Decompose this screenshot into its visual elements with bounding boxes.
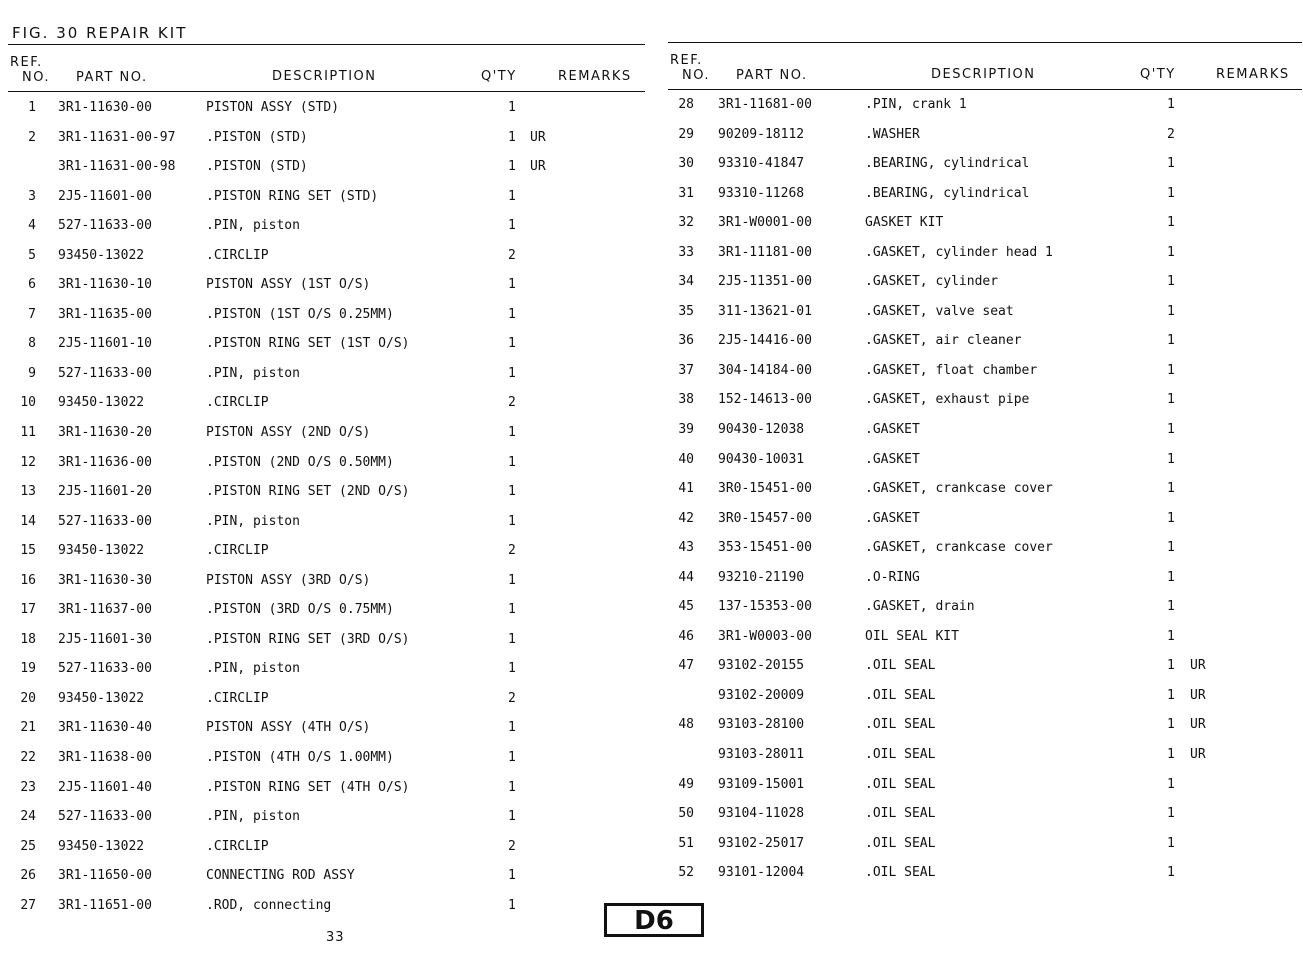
part-number: 93310-41847 xyxy=(718,156,805,172)
quantity: 1 xyxy=(1167,569,1175,585)
figure-title: FIG. 30 REPAIR KIT xyxy=(12,24,188,42)
table-row xyxy=(8,242,645,272)
part-number: 3R1-W0003-00 xyxy=(718,628,812,644)
description: .CIRCLIP xyxy=(206,247,269,263)
quantity: 1 xyxy=(1167,481,1175,497)
part-number: 527-11633-00 xyxy=(58,513,152,529)
quantity: 1 xyxy=(1167,451,1175,467)
part-number: 2J5-11601-30 xyxy=(58,631,152,647)
quantity: 1 xyxy=(1167,687,1175,703)
quantity: 1 xyxy=(1167,156,1175,172)
description: PISTON ASSY (3RD O/S) xyxy=(206,572,371,588)
ref-number: 48 xyxy=(678,717,694,733)
part-number: 3R0-15451-00 xyxy=(718,481,812,497)
description: .PISTON (STD) xyxy=(206,129,308,145)
table-header xyxy=(8,45,645,91)
description: .PISTON (1ST O/S 0.25MM) xyxy=(206,306,394,322)
ref-number: 38 xyxy=(678,392,694,408)
table-row xyxy=(668,298,1302,328)
ref-number: 45 xyxy=(678,599,694,615)
quantity: 1 xyxy=(1167,303,1175,319)
description: .GASKET xyxy=(865,422,920,438)
part-number: 304-14184-00 xyxy=(718,362,812,378)
quantity: 1 xyxy=(1167,333,1175,349)
quantity: 1 xyxy=(508,425,516,441)
ref-number: 26 xyxy=(20,868,36,884)
table-row xyxy=(8,183,645,213)
quantity: 2 xyxy=(508,838,516,854)
part-number: 93450-13022 xyxy=(58,690,145,706)
table-row xyxy=(668,268,1302,298)
part-number: 2J5-11601-00 xyxy=(58,188,152,204)
ref-number: 4 xyxy=(28,218,36,234)
ref-number: 14 xyxy=(20,513,36,529)
description: .PISTON (STD) xyxy=(206,159,308,175)
description: .PISTON (3RD O/S 0.75MM) xyxy=(206,602,394,618)
description: .CIRCLIP xyxy=(206,690,269,706)
header-description: DESCRIPTION xyxy=(931,67,1036,82)
part-number: 3R1-11631-00-97 xyxy=(58,129,176,145)
part-number: 90430-10031 xyxy=(718,451,805,467)
description: .OIL SEAL xyxy=(865,835,936,851)
description: .GASKET, valve seat xyxy=(865,303,1014,319)
table-row xyxy=(668,505,1302,535)
table-row xyxy=(8,389,645,419)
table-row xyxy=(668,475,1302,505)
quantity: 1 xyxy=(508,188,516,204)
description: .GASKET, cylinder head 1 xyxy=(865,244,1053,260)
ref-number: 43 xyxy=(678,540,694,556)
ref-number: 27 xyxy=(20,897,36,913)
part-number: 3R1-11636-00 xyxy=(58,454,152,470)
quantity: 1 xyxy=(508,868,516,884)
description: .GASKET, exhaust pipe xyxy=(865,392,1030,408)
part-number: 137-15353-00 xyxy=(718,599,812,615)
remarks: UR xyxy=(530,159,546,175)
ref-number: 28 xyxy=(678,97,694,112)
description: .PISTON (4TH O/S 1.00MM) xyxy=(206,750,394,766)
description: .PIN, crank 1 xyxy=(865,97,967,112)
quantity: 1 xyxy=(1167,658,1175,674)
quantity: 1 xyxy=(508,336,516,352)
quantity: 1 xyxy=(1167,392,1175,408)
table-row xyxy=(668,91,1302,121)
quantity: 1 xyxy=(1167,540,1175,556)
description: .BEARING, cylindrical xyxy=(865,156,1030,172)
quantity: 1 xyxy=(1167,97,1175,112)
description: .O-RING xyxy=(865,569,920,585)
ref-number: 15 xyxy=(20,543,36,559)
description: .PISTON RING SET (2ND O/S) xyxy=(206,484,410,500)
part-number: 3R1-11631-00-98 xyxy=(58,159,176,175)
part-number: 93101-12004 xyxy=(718,865,805,881)
table-row xyxy=(8,626,645,656)
table-row xyxy=(8,892,645,922)
table-rows xyxy=(8,92,645,921)
header-ref-line1: REF. xyxy=(10,55,43,70)
ref-number: 25 xyxy=(20,838,36,854)
quantity: 1 xyxy=(508,100,516,115)
part-number: 3R1-11181-00 xyxy=(718,244,812,260)
part-number: 90430-12038 xyxy=(718,422,805,438)
part-number: 3R1-11630-20 xyxy=(58,425,152,441)
part-number: 93103-28100 xyxy=(718,717,805,733)
part-number: 93109-15001 xyxy=(718,776,805,792)
description: .BEARING, cylindrical xyxy=(865,185,1030,201)
quantity: 1 xyxy=(1167,244,1175,260)
ref-number: 29 xyxy=(678,126,694,142)
header-part-no: PART NO. xyxy=(736,68,808,83)
description: .GASKET, cylinder xyxy=(865,274,999,290)
quantity: 1 xyxy=(1167,362,1175,378)
ref-number: 5 xyxy=(28,247,36,263)
header-remarks: REMARKS xyxy=(558,69,632,84)
description: CONNECTING ROD ASSY xyxy=(206,868,355,884)
ref-number: 50 xyxy=(678,806,694,822)
ref-number: 30 xyxy=(678,156,694,172)
part-number: 527-11633-00 xyxy=(58,661,152,677)
description: .GASKET, air cleaner xyxy=(865,333,1022,349)
quantity: 1 xyxy=(1167,806,1175,822)
part-number: 527-11633-00 xyxy=(58,365,152,381)
part-number: 2J5-11601-20 xyxy=(58,484,152,500)
part-number: 3R1-11630-30 xyxy=(58,572,152,588)
table-row xyxy=(8,714,645,744)
table-row xyxy=(668,239,1302,269)
quantity: 1 xyxy=(1167,717,1175,733)
part-number: 93104-11028 xyxy=(718,806,805,822)
quantity: 1 xyxy=(1167,835,1175,851)
ref-number: 31 xyxy=(678,185,694,201)
table-row xyxy=(668,564,1302,594)
parts-table-right xyxy=(668,42,1302,889)
quantity: 1 xyxy=(508,277,516,293)
part-number: 93450-13022 xyxy=(58,395,145,411)
table-row xyxy=(668,534,1302,564)
description: .GASKET, float chamber xyxy=(865,362,1038,378)
ref-number: 51 xyxy=(678,835,694,851)
part-number: 3R1-11650-00 xyxy=(58,868,152,884)
header-remarks: REMARKS xyxy=(1216,67,1290,82)
page-number: 33 xyxy=(326,930,345,945)
ref-number: 22 xyxy=(20,750,36,766)
description: .OIL SEAL xyxy=(865,776,936,792)
description: .OIL SEAL xyxy=(865,717,936,733)
part-number: 93450-13022 xyxy=(58,838,145,854)
remarks: UR xyxy=(1190,717,1206,733)
part-number: 2J5-14416-00 xyxy=(718,333,812,349)
part-number: 93102-20009 xyxy=(718,687,805,703)
ref-number: 49 xyxy=(678,776,694,792)
part-number: 3R1-11630-40 xyxy=(58,720,152,736)
section-code-box: D6 xyxy=(604,903,704,937)
ref-number: 11 xyxy=(20,425,36,441)
description: .CIRCLIP xyxy=(206,543,269,559)
header-ref-line2: NO. xyxy=(22,70,51,85)
ref-number: 32 xyxy=(678,215,694,231)
part-number: 93103-28011 xyxy=(718,747,805,763)
description: .OIL SEAL xyxy=(865,806,936,822)
header-qty: Q'TY xyxy=(481,69,517,84)
ref-number: 13 xyxy=(20,484,36,500)
ref-number: 20 xyxy=(20,690,36,706)
table-row xyxy=(668,416,1302,446)
description: .PIN, piston xyxy=(206,661,300,677)
table-row xyxy=(668,327,1302,357)
table-row xyxy=(668,357,1302,387)
quantity: 2 xyxy=(508,395,516,411)
table-header xyxy=(668,43,1302,89)
table-row xyxy=(668,121,1302,151)
part-number: 527-11633-00 xyxy=(58,809,152,825)
quantity: 1 xyxy=(508,897,516,913)
table-row xyxy=(668,682,1302,712)
table-row xyxy=(8,330,645,360)
ref-number: 12 xyxy=(20,454,36,470)
description: .PISTON RING SET (4TH O/S) xyxy=(206,779,410,795)
description: .OIL SEAL xyxy=(865,865,936,881)
table-row xyxy=(668,180,1302,210)
table-row xyxy=(8,833,645,863)
description: .GASKET, drain xyxy=(865,599,975,615)
quantity: 1 xyxy=(1167,185,1175,201)
ref-number: 35 xyxy=(678,303,694,319)
part-number: 93310-11268 xyxy=(718,185,805,201)
quantity: 1 xyxy=(1167,865,1175,881)
description: PISTON ASSY (1ST O/S) xyxy=(206,277,371,293)
table-row xyxy=(8,94,645,124)
description: .GASKET xyxy=(865,510,920,526)
quantity: 1 xyxy=(508,661,516,677)
quantity: 1 xyxy=(508,750,516,766)
description: .GASKET, crankcase cover xyxy=(865,540,1053,556)
part-number: 90209-18112 xyxy=(718,126,805,142)
description: .CIRCLIP xyxy=(206,395,269,411)
description: .CIRCLIP xyxy=(206,838,269,854)
table-row xyxy=(8,774,645,804)
quantity: 1 xyxy=(508,484,516,500)
ref-number: 6 xyxy=(28,277,36,293)
quantity: 1 xyxy=(508,513,516,529)
table-row xyxy=(8,449,645,479)
quantity: 1 xyxy=(508,129,516,145)
description: GASKET KIT xyxy=(865,215,944,231)
quantity: 1 xyxy=(508,602,516,618)
description: .GASKET, crankcase cover xyxy=(865,481,1053,497)
ref-number: 37 xyxy=(678,362,694,378)
quantity: 2 xyxy=(508,690,516,706)
table-row xyxy=(668,386,1302,416)
description: .PISTON (2ND O/S 0.50MM) xyxy=(206,454,394,470)
ref-number: 19 xyxy=(20,661,36,677)
quantity: 1 xyxy=(1167,274,1175,290)
quantity: 1 xyxy=(508,159,516,175)
table-row xyxy=(8,862,645,892)
description: .PISTON RING SET (STD) xyxy=(206,188,379,204)
table-row xyxy=(668,593,1302,623)
ref-number: 33 xyxy=(678,244,694,260)
ref-number: 52 xyxy=(678,865,694,881)
part-number: 93210-21190 xyxy=(718,569,805,585)
part-number: 93450-13022 xyxy=(58,247,145,263)
description: .PIN, piston xyxy=(206,513,300,529)
description: PISTON ASSY (4TH O/S) xyxy=(206,720,371,736)
remarks: UR xyxy=(1190,687,1206,703)
table-row xyxy=(8,508,645,538)
quantity: 1 xyxy=(1167,215,1175,231)
table-row xyxy=(8,537,645,567)
description: OIL SEAL KIT xyxy=(865,628,959,644)
description: .ROD, connecting xyxy=(206,897,332,913)
table-row xyxy=(8,271,645,301)
table-row xyxy=(668,771,1302,801)
table-row xyxy=(668,446,1302,476)
table-row xyxy=(8,596,645,626)
quantity: 2 xyxy=(508,247,516,263)
ref-number: 17 xyxy=(20,602,36,618)
ref-number: 18 xyxy=(20,631,36,647)
table-row xyxy=(668,800,1302,830)
ref-number: 7 xyxy=(28,306,36,322)
quantity: 1 xyxy=(1167,747,1175,763)
table-row xyxy=(8,744,645,774)
quantity: 1 xyxy=(1167,776,1175,792)
ref-number: 3 xyxy=(28,188,36,204)
part-number: 3R1-11681-00 xyxy=(718,97,812,112)
part-number: 93102-25017 xyxy=(718,835,805,851)
quantity: 1 xyxy=(508,631,516,647)
ref-number: 39 xyxy=(678,422,694,438)
table-row xyxy=(8,685,645,715)
table-row xyxy=(8,301,645,331)
part-number: 3R1-11630-00 xyxy=(58,100,152,115)
ref-number: 41 xyxy=(678,481,694,497)
ref-number: 23 xyxy=(20,779,36,795)
remarks: UR xyxy=(530,129,546,145)
remarks: UR xyxy=(1190,747,1206,763)
quantity: 1 xyxy=(508,720,516,736)
header-ref-line2: NO. xyxy=(682,68,711,83)
ref-number: 10 xyxy=(20,395,36,411)
table-row xyxy=(668,741,1302,771)
description: .OIL SEAL xyxy=(865,747,936,763)
part-number: 3R1-W0001-00 xyxy=(718,215,812,231)
table-row xyxy=(8,360,645,390)
quantity: 2 xyxy=(1167,126,1175,142)
quantity: 2 xyxy=(508,543,516,559)
header-ref-line1: REF. xyxy=(670,53,703,68)
table-row xyxy=(668,652,1302,682)
part-number: 3R1-11638-00 xyxy=(58,750,152,766)
ref-number: 16 xyxy=(20,572,36,588)
table-row xyxy=(8,655,645,685)
ref-number: 9 xyxy=(28,365,36,381)
quantity: 1 xyxy=(508,365,516,381)
ref-number: 47 xyxy=(678,658,694,674)
header-description: DESCRIPTION xyxy=(272,69,377,84)
quantity: 1 xyxy=(508,779,516,795)
part-number: 3R0-15457-00 xyxy=(718,510,812,526)
description: .OIL SEAL xyxy=(865,687,936,703)
part-number: 353-15451-00 xyxy=(718,540,812,556)
ref-number: 44 xyxy=(678,569,694,585)
table-row xyxy=(668,150,1302,180)
quantity: 1 xyxy=(508,218,516,234)
description: .GASKET xyxy=(865,451,920,467)
part-number: 311-13621-01 xyxy=(718,303,812,319)
table-row xyxy=(8,803,645,833)
quantity: 1 xyxy=(508,809,516,825)
quantity: 1 xyxy=(1167,422,1175,438)
table-row xyxy=(8,478,645,508)
ref-number: 34 xyxy=(678,274,694,290)
description: .PIN, piston xyxy=(206,365,300,381)
ref-number: 21 xyxy=(20,720,36,736)
part-number: 3R1-11637-00 xyxy=(58,602,152,618)
ref-number: 2 xyxy=(28,129,36,145)
table-row xyxy=(668,859,1302,889)
table-row xyxy=(8,212,645,242)
header-qty: Q'TY xyxy=(1140,67,1176,82)
table-rows xyxy=(668,90,1302,889)
ref-number: 42 xyxy=(678,510,694,526)
part-number: 527-11633-00 xyxy=(58,218,152,234)
part-number: 2J5-11601-10 xyxy=(58,336,152,352)
description: .PISTON RING SET (3RD O/S) xyxy=(206,631,410,647)
quantity: 1 xyxy=(1167,628,1175,644)
ref-number: 36 xyxy=(678,333,694,349)
ref-number: 46 xyxy=(678,628,694,644)
remarks: UR xyxy=(1190,658,1206,674)
ref-number: 24 xyxy=(20,809,36,825)
description: .WASHER xyxy=(865,126,920,142)
table-row xyxy=(8,567,645,597)
description: .PIN, piston xyxy=(206,809,300,825)
table-row xyxy=(8,124,645,154)
table-row xyxy=(668,623,1302,653)
part-number: 2J5-11601-40 xyxy=(58,779,152,795)
table-row xyxy=(8,153,645,183)
table-row xyxy=(668,711,1302,741)
ref-number: 40 xyxy=(678,451,694,467)
description: PISTON ASSY (STD) xyxy=(206,100,340,115)
part-number: 2J5-11351-00 xyxy=(718,274,812,290)
quantity: 1 xyxy=(1167,599,1175,615)
table-row xyxy=(8,419,645,449)
header-part-no: PART NO. xyxy=(76,70,148,85)
part-number: 3R1-11651-00 xyxy=(58,897,152,913)
description: PISTON ASSY (2ND O/S) xyxy=(206,425,371,441)
part-number: 3R1-11635-00 xyxy=(58,306,152,322)
quantity: 1 xyxy=(508,306,516,322)
ref-number: 8 xyxy=(28,336,36,352)
part-number: 152-14613-00 xyxy=(718,392,812,408)
part-number: 3R1-11630-10 xyxy=(58,277,152,293)
part-number: 93450-13022 xyxy=(58,543,145,559)
quantity: 1 xyxy=(508,572,516,588)
table-row xyxy=(668,209,1302,239)
description: .PISTON RING SET (1ST O/S) xyxy=(206,336,410,352)
table-row xyxy=(668,830,1302,860)
quantity: 1 xyxy=(1167,510,1175,526)
ref-number: 1 xyxy=(28,100,36,115)
description: .OIL SEAL xyxy=(865,658,936,674)
parts-table-left xyxy=(8,44,645,921)
quantity: 1 xyxy=(508,454,516,470)
description: .PIN, piston xyxy=(206,218,300,234)
part-number: 93102-20155 xyxy=(718,658,805,674)
